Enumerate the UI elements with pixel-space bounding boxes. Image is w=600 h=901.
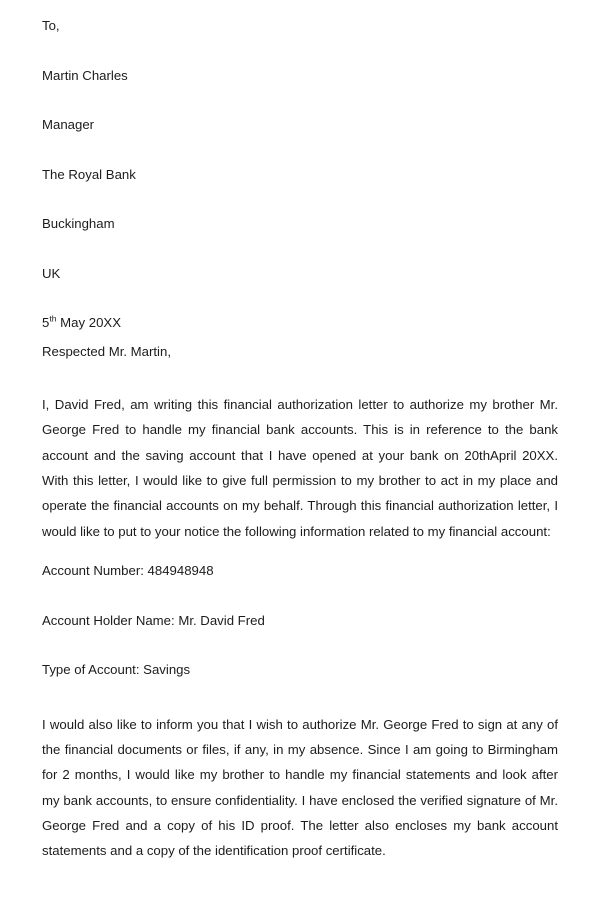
account-type-line: Type of Account: Savings bbox=[42, 662, 191, 678]
body-paragraph-2: I would also like to inform you that I wish to authorize Mr. George Fred to sign at any of the financial documents or files, if any, in my absence. Since I am going to Birmingham for 2 months, I would like my brother to handle my financial statements and look after my bank accounts, to ensure confidentiality. I have enclosed the verified signature of Mr. George Fred and a copy of his ID proof. The letter also encloses my bank account statements and a copy of the identification proof certificate. bbox=[42, 716, 558, 859]
recipient-title: Manager bbox=[42, 117, 95, 132]
recipient-name: Martin Charles bbox=[42, 67, 128, 83]
letter-salutation: Respected Mr. Martin, bbox=[42, 343, 171, 359]
account-number-line: Account Number: 484948948 bbox=[42, 563, 214, 579]
recipient-organization: The Royal Bank bbox=[42, 166, 136, 182]
recipient-to-label: To, bbox=[42, 18, 60, 33]
date-day: 5 bbox=[42, 315, 50, 330]
date-day-suffix: th bbox=[49, 313, 57, 324]
account-holder-name-line: Account Holder Name: Mr. David Fred bbox=[42, 612, 265, 628]
letter-date bbox=[42, 315, 558, 332]
recipient-country: UK bbox=[42, 265, 61, 281]
date-rest: May 20XX bbox=[56, 315, 122, 330]
body-paragraph-1: I, David Fred, am writing this financial authorization letter to authorize my brother Mr. George Fred to handle my financial bank accounts. This is in reference to the bank account and the saving account that I have opened at your bank on 20thApril 20XX. With this letter, I would like to give full permission to my brother to act in my place and operate the financial accounts on my behalf. Through this financial authorization letter, I would like to put to your notice the following information related to my financial account: bbox=[42, 397, 558, 539]
recipient-city: Buckingham bbox=[42, 216, 115, 231]
